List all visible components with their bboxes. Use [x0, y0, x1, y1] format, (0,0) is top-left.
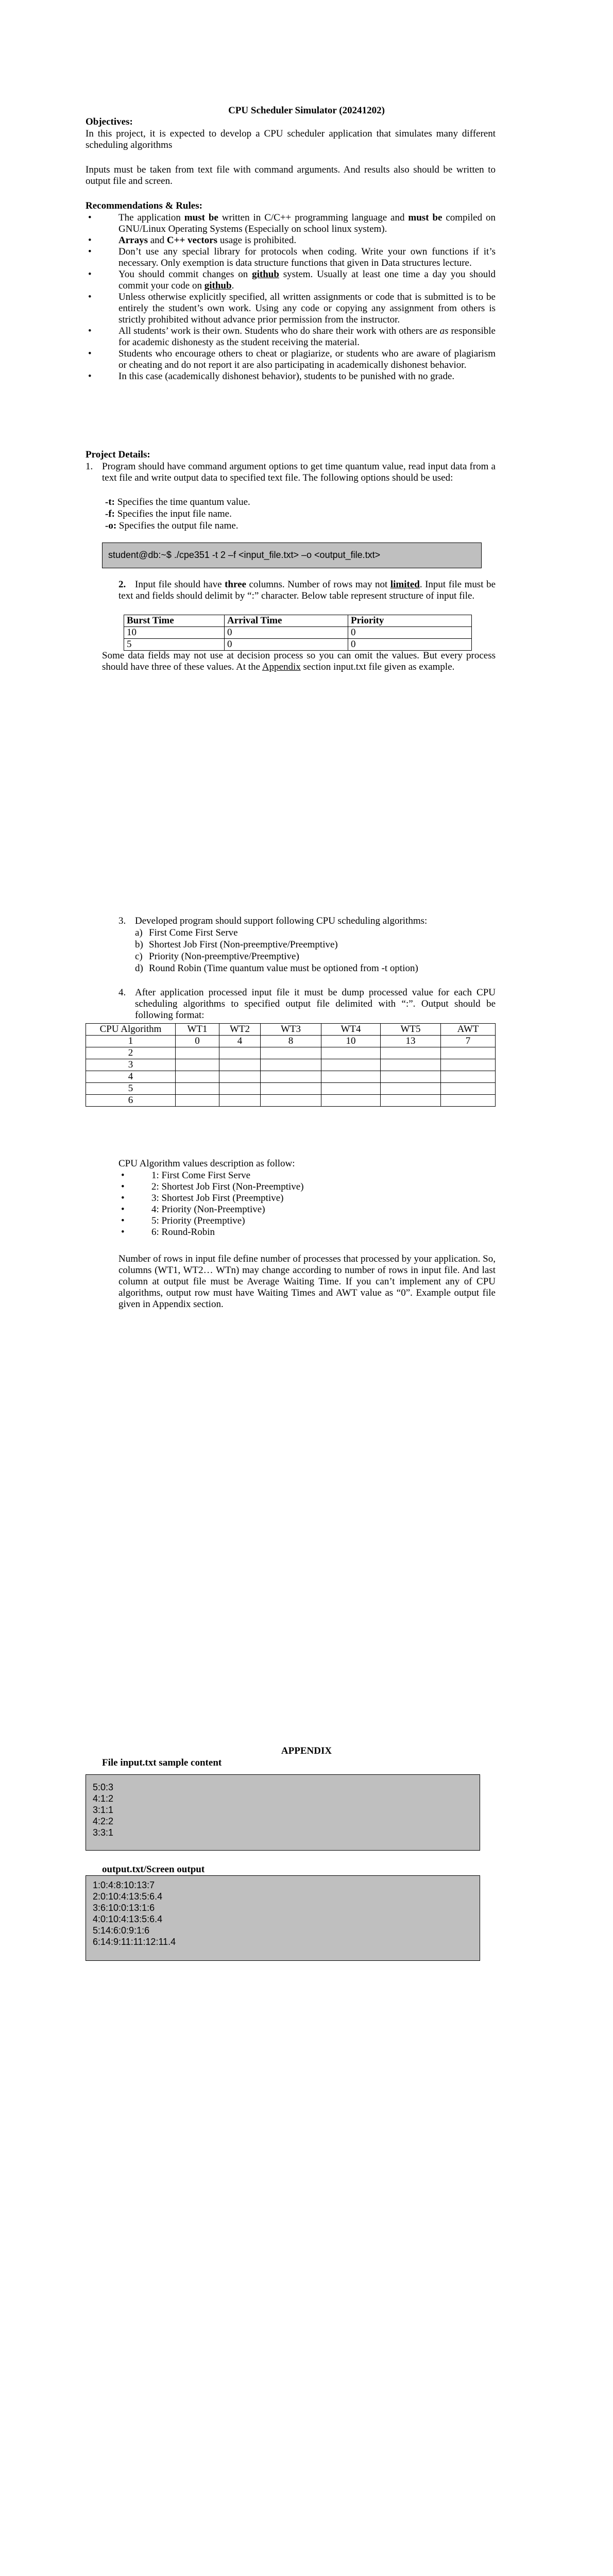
table-cell — [321, 1071, 381, 1083]
table-cell — [219, 1047, 261, 1059]
table-row — [124, 639, 472, 651]
objectives-heading: Objectives: — [86, 116, 133, 127]
table-cell — [261, 1047, 321, 1059]
input-line: 4:1:2 — [93, 1793, 114, 1804]
rule-item: • Students who encourage others to cheat or plagiarize, or students who are aware of plagiarism or cheating and do not report it are also participating in academically dishonest behavior. — [118, 348, 496, 371]
alg-desc-item: • 4: Priority (Non-Preemptive) — [151, 1204, 304, 1215]
alg-desc-item: • 1: First Come First Serve — [151, 1170, 304, 1181]
table-cell — [219, 1071, 261, 1083]
table-cell — [219, 1083, 261, 1095]
algorithm-list — [135, 927, 418, 975]
table-row — [86, 1047, 496, 1059]
table-row — [86, 1095, 496, 1107]
option-f: -f: Specifies the input file name. — [105, 509, 232, 519]
table-cell — [176, 1083, 219, 1095]
table-cell — [441, 1059, 496, 1071]
table-cell — [441, 1071, 496, 1083]
algorithm-item: d) Round Robin (Time quantum value must be optioned from -t option) — [135, 963, 418, 974]
option-o: -o: Specifies the output file name. — [105, 520, 239, 531]
table-header-cell: Burst Time — [124, 615, 225, 627]
algorithm-item: c) Priority (Non-preemptive/Preemptive) — [135, 951, 299, 962]
table-header-cell: WT3 — [261, 1024, 321, 1036]
table-header-cell: AWT — [441, 1024, 496, 1036]
table-header-cell: WT1 — [176, 1024, 219, 1036]
input-structure-table — [124, 615, 472, 651]
table-cell: 4 — [86, 1071, 176, 1083]
table-cell: 2 — [86, 1047, 176, 1059]
table-cell — [441, 1047, 496, 1059]
appendix-heading: APPENDIX — [281, 1745, 332, 1756]
table-cell: 0 — [225, 627, 348, 639]
table-cell — [261, 1071, 321, 1083]
table-cell: 13 — [381, 1036, 441, 1047]
table-cell — [441, 1095, 496, 1107]
rules-list — [118, 212, 496, 382]
table-cell: 1 — [86, 1036, 176, 1047]
item-4-text: After application processed input file it must be dump processed value for each CPU scheduling algorithms to specified output file delimited with “:”. Output should be following format: — [135, 987, 496, 1021]
table-row — [124, 627, 472, 639]
table-cell — [321, 1047, 381, 1059]
item-1-text: Program should have command argument options to get time quantum value, read input data from a text file and write output data to specified text file. The following options should be used: — [102, 461, 496, 483]
item-1-number: 1. — [86, 461, 93, 472]
output-line: 6:14:9:11:11:12:11.4 — [93, 1937, 176, 1947]
input-sample-heading: File input.txt sample content — [102, 1757, 222, 1768]
table-cell: 0 — [348, 627, 472, 639]
alg-desc-item: • 5: Priority (Preemptive) — [151, 1215, 304, 1227]
item-2-number: 2. — [118, 579, 126, 590]
table-cell: 4 — [219, 1036, 261, 1047]
table-cell: 10 — [321, 1036, 381, 1047]
table-cell — [261, 1083, 321, 1095]
table-cell — [261, 1095, 321, 1107]
table-header-cell: Arrival Time — [225, 615, 348, 627]
table-cell — [381, 1071, 441, 1083]
table-header-row — [86, 1024, 496, 1036]
input-sample-box — [86, 1774, 480, 1851]
alg-desc-item: • 2: Shortest Job First (Non-Preemptive) — [151, 1181, 304, 1193]
algorithm-item: a) First Come First Serve — [135, 927, 238, 938]
output-sample-box — [86, 1875, 480, 1961]
rule-item: • Unless otherwise explicitly specified, all written assignments or code that is submitted is to be entirely the student’s own work. Using any code or copying any assignment from others is strictly prohibited without advance prior permission from the instructor. — [118, 292, 496, 326]
output-format-table — [86, 1023, 496, 1107]
table-cell — [381, 1047, 441, 1059]
alg-desc-list — [151, 1170, 304, 1238]
algorithm-item: b) Shortest Job First (Non-preemptive/Preemptive) — [135, 939, 338, 950]
input-line: 4:2:2 — [93, 1816, 114, 1826]
rule-item: • Arrays and C++ vectors usage is prohibited. — [118, 235, 496, 246]
page-title: CPU Scheduler Simulator (20241202) — [228, 105, 385, 116]
input-line: 3:1:1 — [93, 1805, 114, 1815]
rule-item: • Don’t use any special library for protocols when coding. Write your own functions if it’s necessary. Only exemption is data structure functions that given in Data structures lecture. — [118, 246, 496, 269]
table-cell — [321, 1083, 381, 1095]
item-3-number: 3. — [118, 916, 126, 926]
table-cell — [381, 1095, 441, 1107]
rule-item: • In this case (academically dishonest behavior), students to be punished with no grade. — [118, 371, 496, 382]
command-box — [102, 543, 482, 568]
item-4-number: 4. — [118, 987, 126, 998]
table-cell: 8 — [261, 1036, 321, 1047]
table-cell: 3 — [86, 1059, 176, 1071]
final-paragraph: Number of rows in input file define number of processes that processed by your application. So, columns (WT1, WT2… WTn) may change according to number of rows in input file. And last column at output file must be Average Waiting Time. If you can’t implement any of CPU algorithms, output row must have Waiting Times and AWT value as “0”. Example output file given in Appendix section. — [118, 1253, 496, 1310]
option-t: -t: Specifies the time quantum value. — [105, 497, 250, 507]
table-cell — [219, 1095, 261, 1107]
table-cell — [441, 1083, 496, 1095]
table-row — [86, 1059, 496, 1071]
output-line: 2:0:10:4:13:5:6.4 — [93, 1891, 163, 1902]
objectives-paragraph-2: Inputs must be taken from text file with command arguments. And results also should be written to output file and screen. — [86, 164, 496, 187]
table-cell: 5 — [86, 1083, 176, 1095]
table-header-cell: Priority — [348, 615, 472, 627]
output-line: 4:0:10:4:13:5:6.4 — [93, 1914, 163, 1924]
output-line: 1:0:4:8:10:13:7 — [93, 1880, 155, 1890]
table-cell: 7 — [441, 1036, 496, 1047]
input-line: 3:3:1 — [93, 1827, 114, 1838]
table-header-cell: WT2 — [219, 1024, 261, 1036]
table-cell: 0 — [176, 1036, 219, 1047]
rule-item: • You should commit changes on github system. Usually at least one time a day you should commit your code on github. — [118, 269, 496, 292]
project-heading: Project Details: — [86, 449, 150, 460]
table-cell: 5 — [124, 639, 225, 651]
objectives-paragraph-1: In this project, it is expected to develop a CPU scheduler application that simulates many different scheduling algorithms — [86, 128, 496, 150]
input-line: 5:0:3 — [93, 1782, 114, 1792]
rules-heading: Recommendations & Rules: — [86, 200, 202, 211]
alg-desc-item: • 6: Round-Robin — [151, 1227, 304, 1238]
table-header-cell: CPU Algorithm — [86, 1024, 176, 1036]
table-cell — [321, 1059, 381, 1071]
rule-item: • The application must be written in C/C++ programming language and must be compiled on GNU/Linux Operating Systems (Especially on school linux system). — [118, 212, 496, 235]
table-header-cell: WT5 — [381, 1024, 441, 1036]
output-line: 5:14:6:0:9:1:6 — [93, 1925, 150, 1936]
table-cell — [176, 1071, 219, 1083]
rule-item: • All students’ work is their own. Students who do share their work with others are as responsible for academic dishonesty as the student receiving the material. — [118, 326, 496, 348]
output-sample-heading: output.txt/Screen output — [102, 1864, 205, 1875]
command-text: student@db:~$ ./cpe351 -t 2 –f <input_file.txt> –o <output_file.txt> — [108, 550, 381, 560]
table-cell — [321, 1095, 381, 1107]
output-line: 3:6:10:0:13:1:6 — [93, 1903, 155, 1913]
item-2-after-text: Some data fields may not use at decision process so you can omit the values. But every process should have three of these values. At the Appendix section input.txt file given as example. — [102, 650, 496, 672]
table-cell — [381, 1083, 441, 1095]
alg-desc-item: • 3: Shortest Job First (Preemptive) — [151, 1193, 304, 1204]
table-cell — [176, 1059, 219, 1071]
table-row — [86, 1083, 496, 1095]
table-cell — [176, 1047, 219, 1059]
table-cell: 6 — [86, 1095, 176, 1107]
table-cell — [176, 1095, 219, 1107]
table-header-row — [124, 615, 472, 627]
table-cell — [219, 1059, 261, 1071]
table-cell: 0 — [348, 639, 472, 651]
table-cell — [261, 1059, 321, 1071]
table-row — [86, 1071, 496, 1083]
alg-desc-heading: CPU Algorithm values description as follow: — [118, 1158, 295, 1169]
table-cell: 0 — [225, 639, 348, 651]
table-header-cell: WT4 — [321, 1024, 381, 1036]
table-row — [86, 1036, 496, 1047]
table-cell: 10 — [124, 627, 225, 639]
item-3-text: Developed program should support following CPU scheduling algorithms: — [135, 916, 428, 926]
table-cell — [381, 1059, 441, 1071]
item-2-text: Input file should have three columns. Number of rows may not limited. Input file must be text and fields should delimit by “:” character. Below table represent structure of input file. — [118, 579, 496, 601]
